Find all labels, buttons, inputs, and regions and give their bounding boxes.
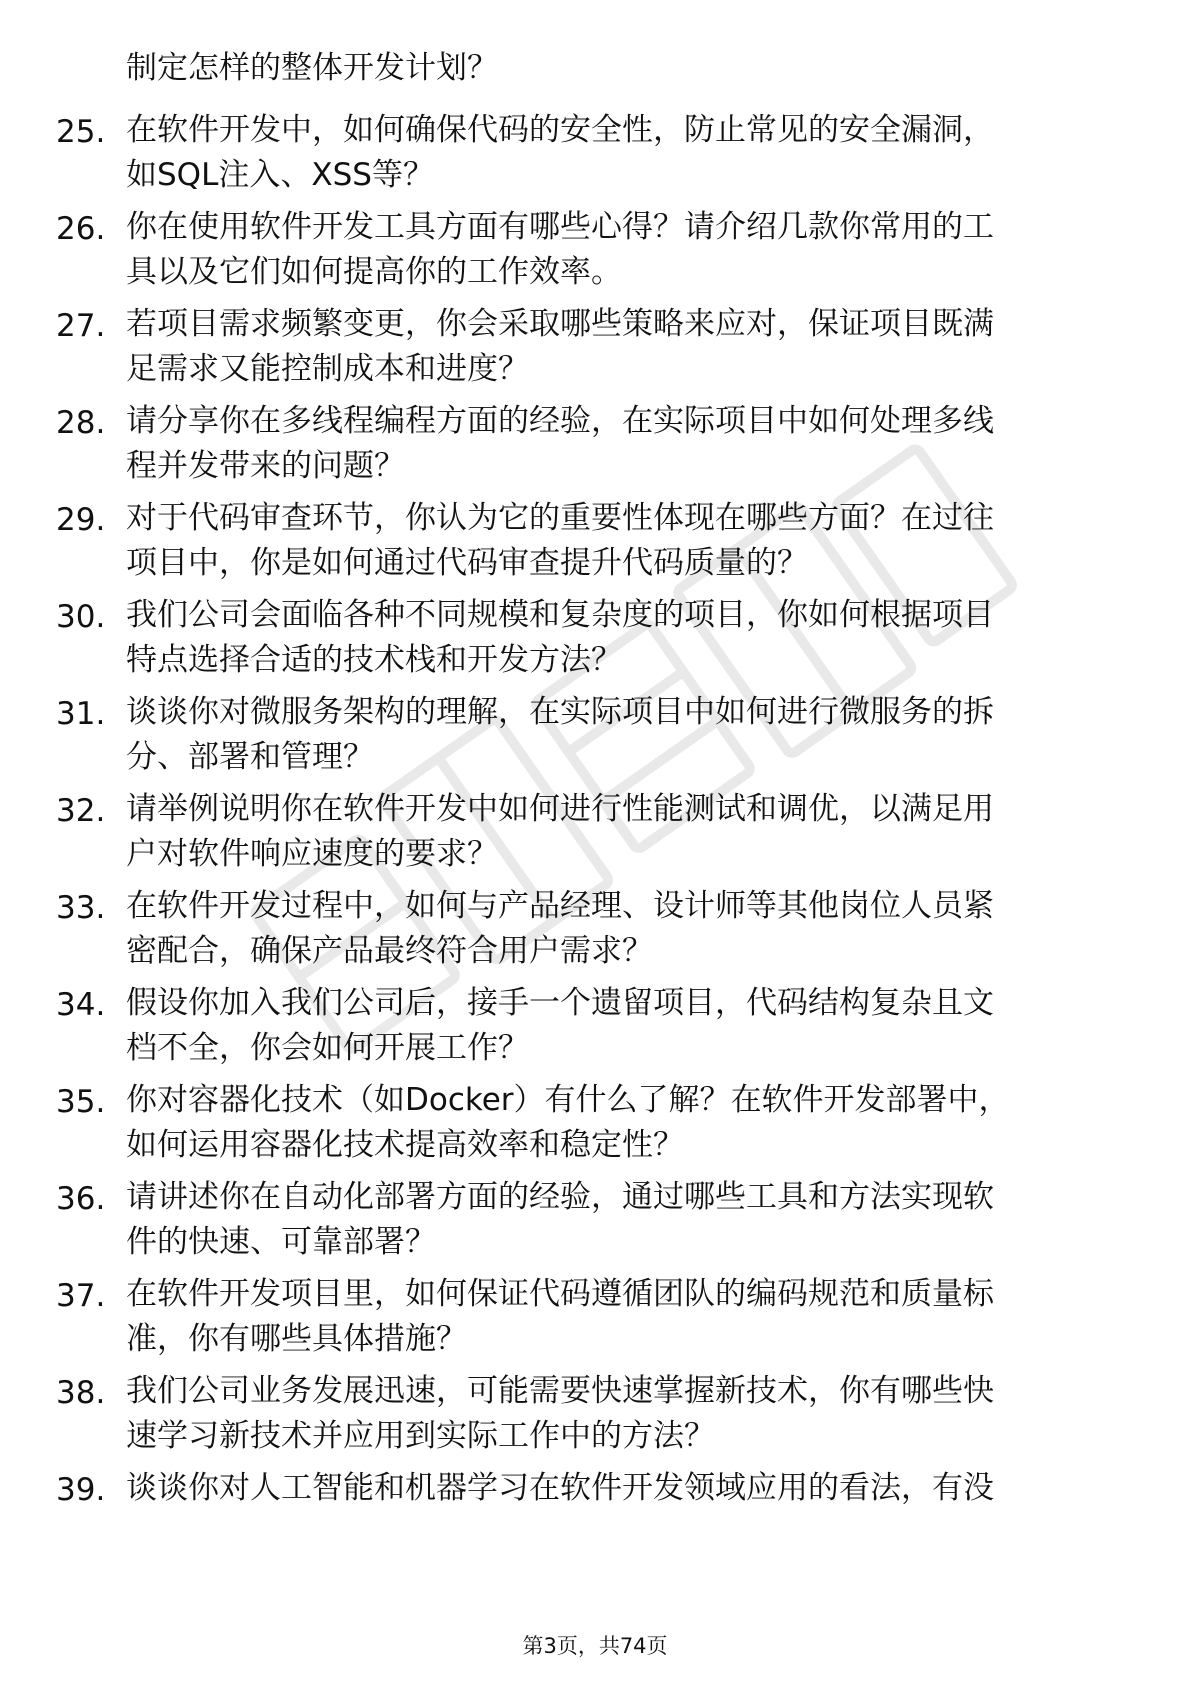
question-text-line: 请分享你在多线程编程方面的经验，在实际项目中如何处理多线	[126, 403, 994, 439]
question-number: 26.	[56, 211, 106, 247]
question-number: 28.	[56, 405, 106, 441]
question-text-line: 我们公司业务发展迅速，可能需要快速掌握新技术，你有哪些快	[126, 1373, 994, 1409]
question-text-line: 你对容器化技术（如Docker）有什么了解？在软件开发部署中，	[126, 1082, 1010, 1118]
question-text-line: 谈谈你对微服务架构的理解，在实际项目中如何进行微服务的拆	[126, 694, 994, 730]
question-text-line: 程并发带来的问题？	[126, 448, 405, 484]
question-text-line: 在软件开发过程中，如何与产品经理、设计师等其他岗位人员紧	[126, 888, 994, 924]
question-number: 38.	[56, 1375, 106, 1411]
question-text-line: 我们公司会面临各种不同规模和复杂度的项目，你如何根据项目	[126, 597, 994, 633]
question-number: 35.	[56, 1084, 106, 1120]
question-text-line: 请举例说明你在软件开发中如何进行性能测试和调优，以满足用	[126, 791, 994, 827]
question-text-line: 准，你有哪些具体措施？	[126, 1321, 467, 1357]
question-number: 27.	[56, 308, 106, 344]
page-footer: 第3页，共74页	[522, 1634, 668, 1658]
question-text-line: 足需求又能控制成本和进度？	[126, 351, 529, 387]
question-text-line: 在软件开发项目里，如何保证代码遵循团队的编码规范和质量标	[126, 1276, 994, 1312]
question-text-line: 请讲述你在自动化部署方面的经验，通过哪些工具和方法实现软	[126, 1179, 994, 1215]
question-number: 31.	[56, 696, 106, 732]
question-number: 34.	[56, 987, 106, 1023]
question-number: 33.	[56, 890, 106, 926]
question-number: 29.	[56, 502, 106, 538]
question-text-line: 项目中，你是如何通过代码审查提升代码质量的？	[126, 545, 808, 581]
question-number: 32.	[56, 793, 106, 829]
question-text-line: 分、部署和管理？	[126, 739, 374, 775]
question-continuation: 制定怎样的整体开发计划？	[126, 50, 498, 86]
question-number: 36.	[56, 1181, 106, 1217]
question-text-line: 具以及它们如何提高你的工作效率。	[126, 254, 622, 290]
question-text-line: 在软件开发中，如何确保代码的安全性，防止常见的安全漏洞，	[126, 112, 994, 148]
question-text-line: 谈谈你对人工智能和机器学习在软件开发领域应用的看法，有没	[126, 1470, 994, 1506]
question-text-line: 速学习新技术并应用到实际工作中的方法？	[126, 1418, 715, 1454]
question-text-line: 特点选择合适的技术栈和开发方法？	[126, 642, 622, 678]
question-text-line: 你在使用软件开发工具方面有哪些心得？请介绍几款你常用的工	[126, 209, 994, 245]
question-number: 25.	[56, 114, 106, 150]
question-text-line: 对于代码审查环节，你认为它的重要性体现在哪些方面？在过往	[126, 500, 994, 536]
question-text-line: 如何运用容器化技术提高效率和稳定性？	[126, 1127, 684, 1163]
question-text-line: 户对软件响应速度的要求？	[126, 836, 498, 872]
question-text-line: 假设你加入我们公司后，接手一个遗留项目，代码结构复杂且文	[126, 985, 994, 1021]
question-text-line: 件的快速、可靠部署？	[126, 1224, 436, 1260]
question-number: 37.	[56, 1278, 106, 1314]
question-text-line: 如SQL注入、XSS等？	[126, 157, 434, 193]
question-number: 30.	[56, 599, 106, 635]
question-number: 39.	[56, 1472, 106, 1508]
question-text-line: 档不全，你会如何开展工作？	[126, 1030, 529, 1066]
question-text-line: 密配合，确保产品最终符合用户需求？	[126, 933, 653, 969]
question-text-line: 若项目需求频繁变更，你会采取哪些策略来应对，保证项目既满	[126, 306, 994, 342]
